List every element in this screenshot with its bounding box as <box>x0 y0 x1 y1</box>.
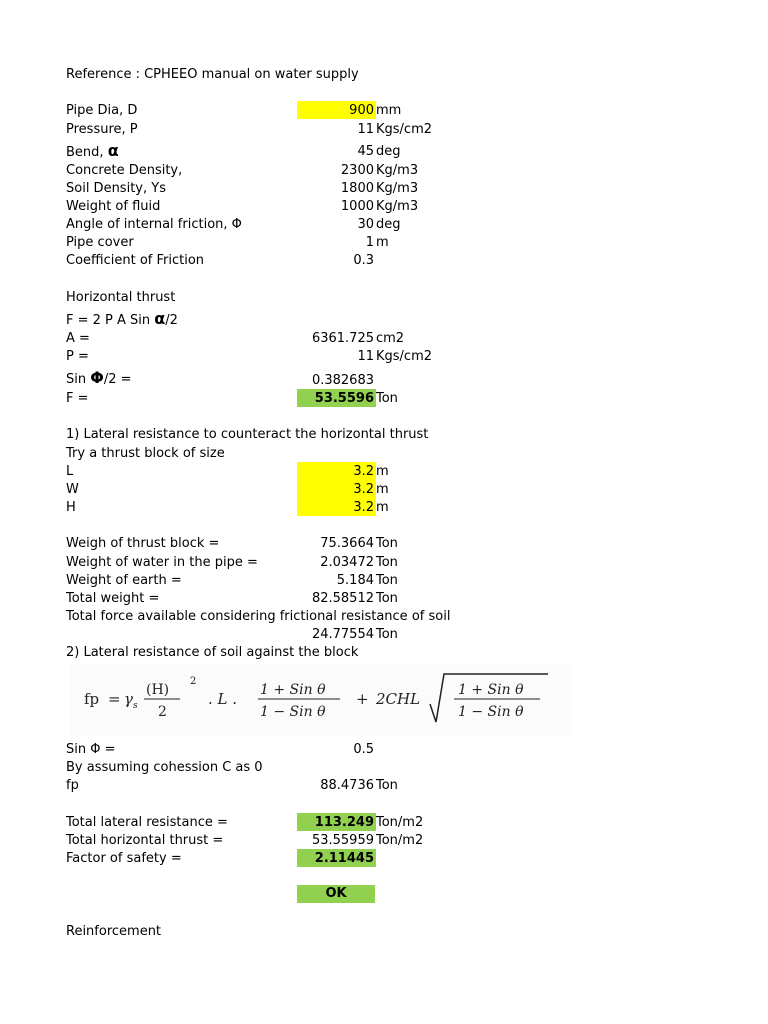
concrete-density-value[interactable]: 2300 <box>340 163 374 178</box>
bend-unit: deg <box>376 144 401 159</box>
pressure-unit: Kgs/cm2 <box>376 122 433 137</box>
water-weight-value: 2.03472 <box>320 555 374 570</box>
h-value[interactable]: 3.2 <box>353 500 374 515</box>
sin-phi-label: Sin Φ = <box>66 742 116 757</box>
friction-angle-unit: deg <box>376 217 401 232</box>
fp-value: 88.4736 <box>320 778 374 793</box>
formula-eq: = <box>108 690 121 708</box>
formula-fp: fp <box>84 690 100 708</box>
friction-angle-value[interactable]: 30 <box>357 217 374 232</box>
h-label: H <box>66 500 76 515</box>
p-value: 11 <box>357 349 374 364</box>
total-lateral-unit: Ton/m2 <box>376 815 424 830</box>
sin-half-phi-label <box>66 369 132 388</box>
p-unit: Kgs/cm2 <box>376 349 433 364</box>
thrust-formula <box>66 310 178 329</box>
pipe-cover-label: Pipe cover <box>66 235 134 250</box>
sin-half-phi-value: 0.382683 <box>311 373 374 388</box>
f-unit: Ton <box>376 391 398 406</box>
l-unit: m <box>376 464 389 479</box>
total-force-label: Total force available considering frictional resistance of soil <box>66 609 451 624</box>
earth-weight-unit: Ton <box>376 573 398 588</box>
thrust-formula-prefix: F = 2 P A Sin <box>66 313 155 328</box>
formula-plus: + <box>356 690 369 708</box>
try-block-text: Try a thrust block of size <box>66 446 225 461</box>
alpha-symbol: α <box>107 141 119 160</box>
sin-half-phi-suffix: /2 = <box>103 372 132 387</box>
h-unit: m <box>376 500 389 515</box>
fp-label: fp <box>66 778 79 793</box>
w-unit: m <box>376 482 389 497</box>
sin-phi-value: 0.5 <box>353 742 374 757</box>
block-weight-unit: Ton <box>376 536 398 551</box>
total-lateral-value: 113.249 <box>314 815 374 830</box>
formula-den-1: 1 − Sin θ <box>260 704 326 720</box>
concrete-density-unit: Kg/m3 <box>376 163 419 178</box>
total-horizontal-unit: Ton/m2 <box>376 833 424 848</box>
soil-density-value[interactable]: 1800 <box>340 181 374 196</box>
friction-coefficient-value[interactable]: 0.3 <box>353 253 374 268</box>
friction-angle-label: Angle of internal friction, Φ <box>66 217 242 232</box>
pipe-dia-label: Pipe Dia, D <box>66 103 138 118</box>
total-weight-unit: Ton <box>376 591 398 606</box>
area-label: A = <box>66 331 90 346</box>
total-weight-label: Total weight = <box>66 591 160 606</box>
area-value: 6361.725 <box>311 331 374 346</box>
ok-status-badge: OK <box>297 885 375 903</box>
soil-density-unit: Kg/m3 <box>376 181 419 196</box>
water-weight-unit: Ton <box>376 555 398 570</box>
bend-value[interactable]: 45 <box>357 144 374 159</box>
total-force-value: 24.77554 <box>311 627 374 642</box>
concrete-density-label: Concrete Density, <box>66 163 183 178</box>
thrust-formula-suffix: /2 <box>165 313 178 328</box>
fluid-weight-unit: Kg/m3 <box>376 199 419 214</box>
cohesion-assumption: By assuming cohession C as 0 <box>66 760 263 775</box>
l-label: L <box>66 464 74 479</box>
reference-text: Reference : CPHEEO manual on water supply <box>66 67 359 82</box>
total-horizontal-value: 53.55959 <box>311 833 374 848</box>
total-force-unit: Ton <box>376 627 398 642</box>
total-weight-value: 82.58512 <box>311 591 374 606</box>
formula-square: 2 <box>190 676 197 687</box>
fp-formula-image <box>70 664 572 736</box>
lateral-2-heading: 2) Lateral resistance of soil against the block <box>66 645 359 660</box>
w-value[interactable]: 3.2 <box>353 482 374 497</box>
formula-den-2: 1 − Sin θ <box>458 704 524 720</box>
fluid-weight-value[interactable]: 1000 <box>340 199 374 214</box>
safety-factor-label: Factor of safety = <box>66 851 182 866</box>
phi-symbol: Φ <box>90 368 104 387</box>
fp-unit: Ton <box>376 778 398 793</box>
earth-weight-label: Weight of earth = <box>66 573 182 588</box>
formula-h: (H) <box>146 682 170 698</box>
p-label: P = <box>66 349 89 364</box>
pipe-cover-value[interactable]: 1 <box>365 235 374 250</box>
formula-gamma-sub: s <box>133 701 138 711</box>
pipe-dia-unit: mm <box>376 103 402 118</box>
bend-label <box>66 142 119 161</box>
block-weight-value: 75.3664 <box>320 536 374 551</box>
pipe-dia-value[interactable]: 900 <box>349 103 374 118</box>
friction-coefficient-label: Coefficient of Friction <box>66 253 205 268</box>
reinforcement-heading: Reinforcement <box>66 924 162 939</box>
formula-two: 2 <box>158 704 167 720</box>
formula-dot-l: . L . <box>208 690 238 708</box>
pressure-label: Pressure, P <box>66 122 138 137</box>
lateral-1-heading: 1) Lateral resistance to counteract the horizontal thrust <box>66 427 429 442</box>
alpha-symbol: α <box>154 309 166 328</box>
total-lateral-label: Total lateral resistance = <box>66 815 228 830</box>
formula-gamma: γ <box>124 690 133 708</box>
f-value: 53.5596 <box>314 391 374 406</box>
pipe-cover-unit: m <box>376 235 389 250</box>
water-weight-label: Weight of water in the pipe = <box>66 555 258 570</box>
f-label: F = <box>66 391 89 406</box>
block-weight-label: Weigh of thrust block = <box>66 536 220 551</box>
pressure-value[interactable]: 11 <box>357 122 374 137</box>
formula-num-2: 1 + Sin θ <box>458 682 524 698</box>
horizontal-thrust-heading: Horizontal thrust <box>66 290 176 305</box>
sin-half-phi-prefix: Sin <box>66 372 91 387</box>
earth-weight-value: 5.184 <box>336 573 374 588</box>
total-horizontal-label: Total horizontal thrust = <box>66 833 224 848</box>
formula-chl: 2CHL <box>376 690 421 708</box>
l-value[interactable]: 3.2 <box>353 464 374 479</box>
safety-factor-value: 2.11445 <box>314 851 374 866</box>
bend-label-text: Bend, <box>66 145 104 160</box>
formula-num-1: 1 + Sin θ <box>260 682 326 698</box>
area-unit: cm2 <box>376 331 405 346</box>
w-label: W <box>66 482 79 497</box>
soil-density-label: Soil Density, Ys <box>66 181 166 196</box>
fluid-weight-label: Weight of fluid <box>66 199 161 214</box>
